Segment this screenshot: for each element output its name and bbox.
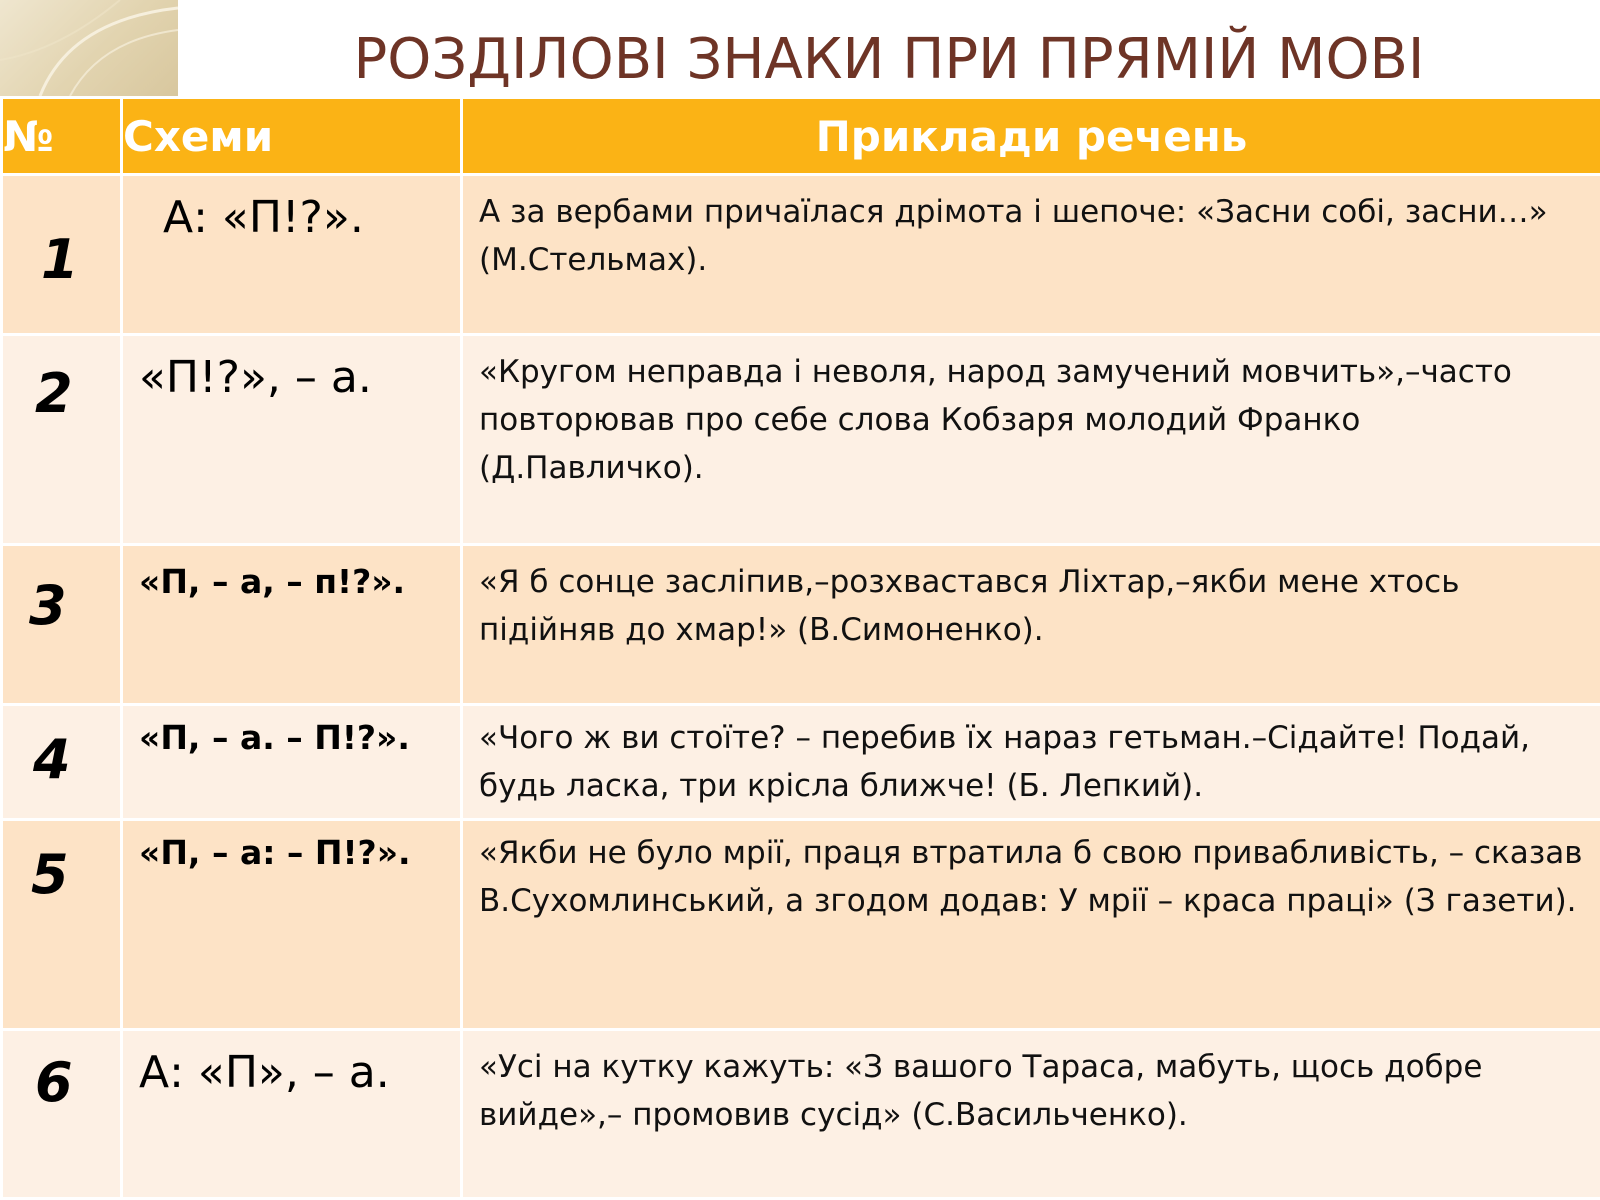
scheme-text: А: «П!?». [163,192,364,243]
example-text: А за вербами причаїлася дрімота і шепоче: «Засни собі, засни…» (М.Стельмах). [479,194,1548,278]
row-number-cell [2,545,122,705]
example-cell [462,820,1600,1030]
row-number: 4 [33,728,71,791]
table-row [2,705,1600,820]
decorative-corner [0,0,178,96]
column-header-examples: Приклади речень [462,98,1600,175]
table-row [2,1030,1600,1199]
example-cell [462,545,1600,705]
table-row [2,335,1600,545]
scheme-text: «П, – а, – п!?». [139,562,406,601]
row-number: 1 [41,228,79,291]
decorative-arc-icon [0,0,178,96]
row-number: 2 [35,362,73,425]
column-header-schemes: Схеми [122,98,462,175]
row-number: 3 [29,574,67,637]
row-number-cell [2,705,122,820]
row-number-cell [2,335,122,545]
scheme-text: А: «П», – а. [139,1047,390,1098]
example-text: «Я б сонце засліпив,–розхвастався Ліхтар,–якби мене хтось підійняв до хмар!» (В.Симоненко). [479,564,1460,648]
scheme-text: «П, – а. – П!?». [139,718,410,757]
scheme-text: «П, – а: – П!?». [139,833,411,872]
scheme-cell [122,335,462,545]
example-cell [462,335,1600,545]
scheme-cell [122,705,462,820]
table-row [2,175,1600,335]
example-text: «Чого ж ви стоїте? – перебив їх нараз гетьман.–Сідайте! Подай, будь ласка, три крісла ближче! (Б. Лепкий). [479,720,1531,804]
row-number: 6 [35,1051,73,1114]
page-title: РОЗДІЛОВІ ЗНАКИ ПРИ ПРЯМІЙ МОВІ [353,27,1425,92]
table-row [2,820,1600,1030]
row-number-cell [2,1030,122,1199]
row-number-cell [2,175,122,335]
table-header-row [2,98,1600,175]
example-cell [462,1030,1600,1199]
example-cell [462,175,1600,335]
column-header-number: № [2,98,122,175]
scheme-cell [122,1030,462,1199]
scheme-cell [122,545,462,705]
example-cell [462,705,1600,820]
scheme-cell [122,820,462,1030]
punctuation-table [0,96,1600,1200]
example-text: «Усі на кутку кажуть: «З вашого Тараса, мабуть, щось добре вийде»,– промовив сусід» (С.Васильченко). [479,1049,1483,1133]
example-text: «Якби не було мрії, праця втратила б свою привабливість, – сказав В.Сухомлинський, а згодом додав: У мрії – краса праці» (З газети). [479,835,1583,919]
table-row [2,545,1600,705]
scheme-cell [122,175,462,335]
row-number-cell [2,820,122,1030]
row-number: 5 [31,843,69,906]
scheme-text: «П!?», – а. [139,352,372,403]
example-text: «Кругом неправда і неволя, народ замучений мовчить»,–часто повторював про себе слова Кобзаря молодий Франко (Д.Павличко). [479,354,1512,486]
